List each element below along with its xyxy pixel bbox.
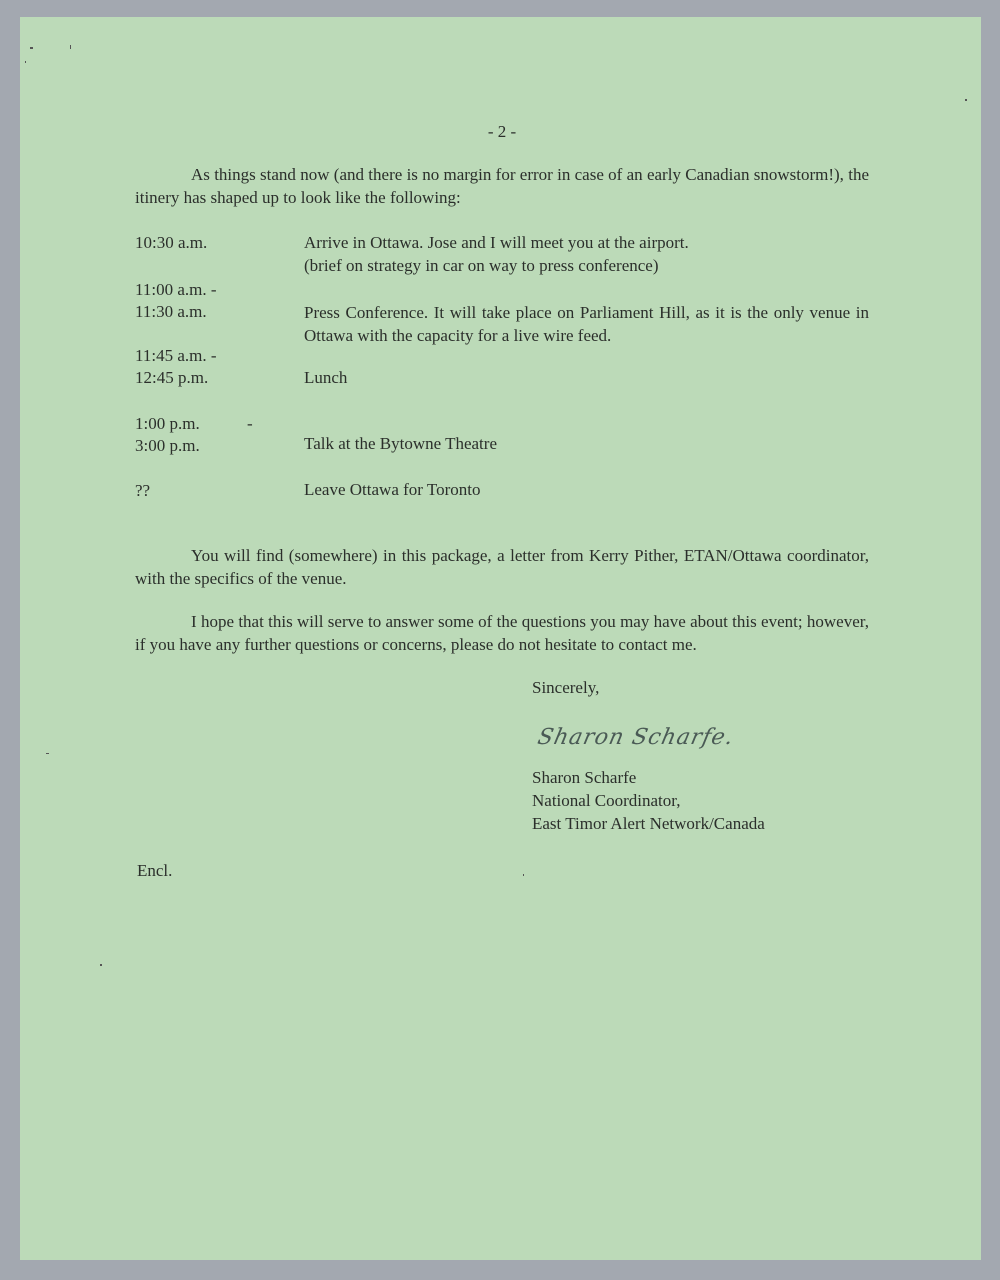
handwritten-signature: Sharon Scharfe.	[535, 725, 737, 750]
scan-speck	[30, 47, 33, 49]
scan-speck	[965, 99, 967, 101]
itinerary-time: ??	[135, 481, 151, 500]
itinerary-description: Lunch	[304, 368, 348, 387]
scan-speck	[100, 964, 102, 966]
itinerary-dash: -	[247, 414, 253, 433]
itinerary-description: Leave Ottawa for Toronto	[304, 480, 481, 499]
venue-paragraph: You will find (somewhere) in this package, a letter from Kerry Pither, ETAN/Ottawa coordinator, with the specifics of the venue.	[135, 546, 869, 588]
signer-organization: East Timor Alert Network/Canada	[532, 814, 765, 833]
signer-title: National Coordinator,	[532, 791, 681, 810]
signer-name: Sharon Scharfe	[532, 768, 637, 787]
itinerary-time-start: 11:45 a.m. -	[135, 346, 217, 365]
scan-speck	[523, 874, 524, 876]
closing-paragraph: I hope that this will serve to answer some of the questions you may have about this event; however, if you have any further questions or concerns, please do not hesitate to contact me.	[135, 612, 869, 654]
enclosure-note: Encl.	[137, 861, 173, 880]
itinerary-time-end: 12:45 p.m.	[135, 368, 209, 387]
itinerary-time-start: 11:00 a.m. -	[135, 280, 217, 299]
scan-speck	[46, 753, 49, 754]
scan-speck	[25, 61, 26, 63]
scan-speck	[70, 45, 71, 49]
itinerary-description: Talk at the Bytowne Theatre	[304, 434, 497, 453]
itinerary-description: Arrive in Ottawa. Jose and I will meet you at the airport.	[304, 233, 689, 252]
itinerary-description: Press Conference. It will take place on Parliament Hill, as it is the only venue in Ottawa with the capacity for a live wire feed.	[304, 303, 869, 345]
itinerary-time-end: 3:00 p.m.	[135, 436, 200, 455]
itinerary-time-end: 11:30 a.m.	[135, 302, 207, 321]
intro-paragraph: As things stand now (and there is no margin for error in case of an early Canadian snowstorm!), the itinery has shaped up to look like the following:	[135, 165, 869, 207]
itinerary-time-start: 1:00 p.m.	[135, 414, 200, 433]
closing-salutation: Sincerely,	[532, 678, 600, 697]
page-number: - 2 -	[487, 122, 517, 141]
itinerary-description-note: (brief on strategy in car on way to press conference)	[304, 256, 659, 275]
itinerary-time: 10:30 a.m.	[135, 233, 208, 252]
letter-page	[20, 17, 981, 1260]
